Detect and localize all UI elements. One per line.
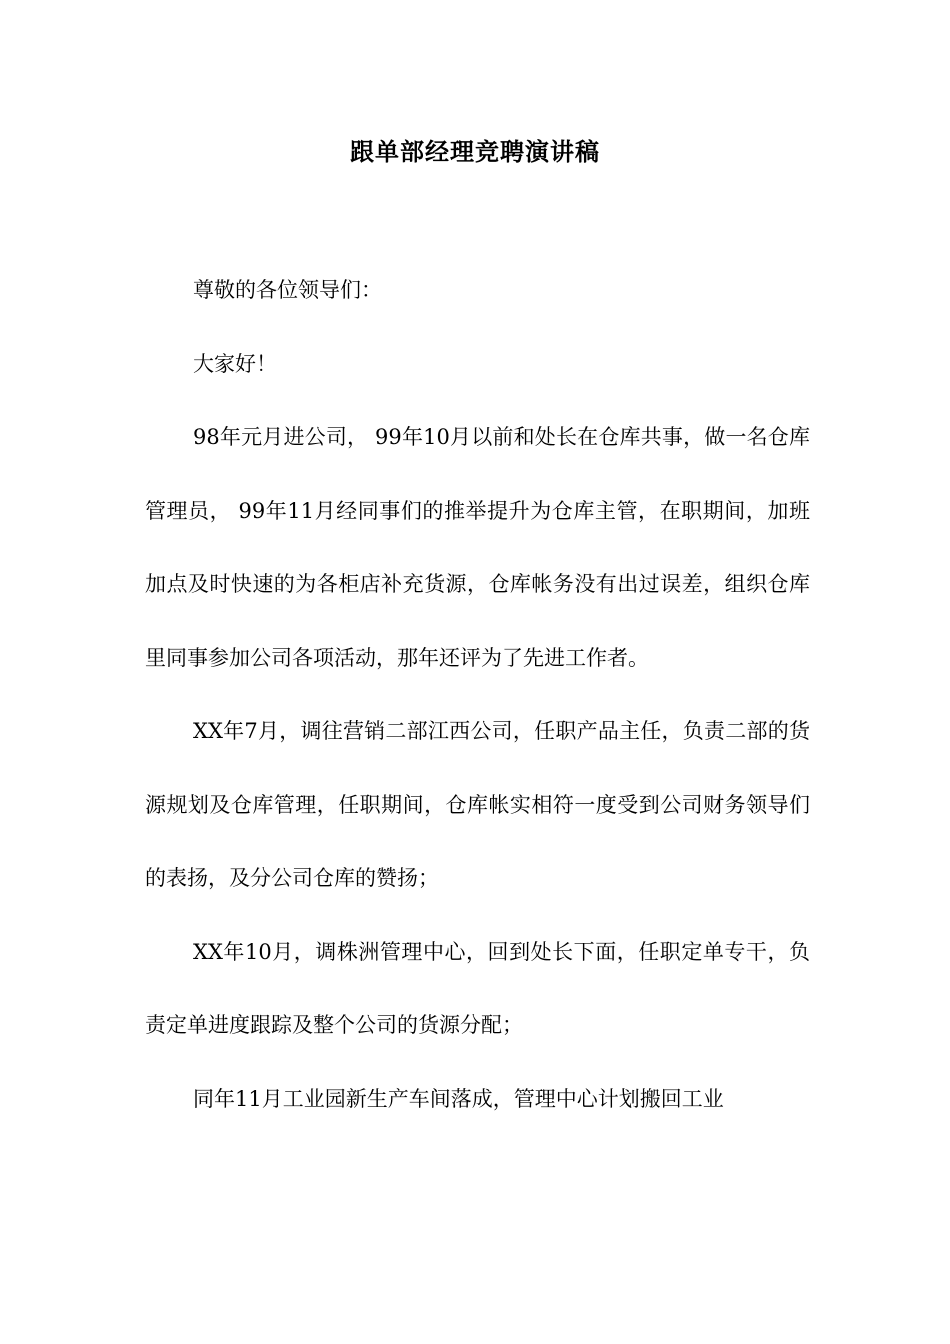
salutation: 尊敬的各位领导们： (193, 278, 382, 302)
paragraph: 98年元月进公司， 99年10月以前和处长在仓库共事，做一名仓库管理员， 99年11月经同事们的推举提升为仓库主管，在职期间，加班加点及时快速的为各柜店补充货源，仓库帐务没有出过误差，组织仓库里同事参加公司各项活动，那年还评为了先进工作者。 (145, 425, 810, 670)
paragraph: XX年7月，调往营销二部江西公司，任职产品主任，负责二部的货源规划及仓库管理，任职期间，仓库帐实相符一度受到公司财务领导们的表扬，及分公司仓库的赞扬； (145, 719, 810, 890)
document-body (145, 254, 810, 1136)
paragraph: XX年10月，调株洲管理中心，回到处长下面，任职定单专干，负责定单进度跟踪及整个公司的货源分配； (145, 939, 810, 1037)
greeting: 大家好！ (193, 351, 277, 376)
paragraph: 同年11月工业园新生产车间落成，管理中心计划搬回工业 (193, 1086, 724, 1111)
document-title: 跟单部经理竞聘演讲稿 (350, 137, 600, 166)
